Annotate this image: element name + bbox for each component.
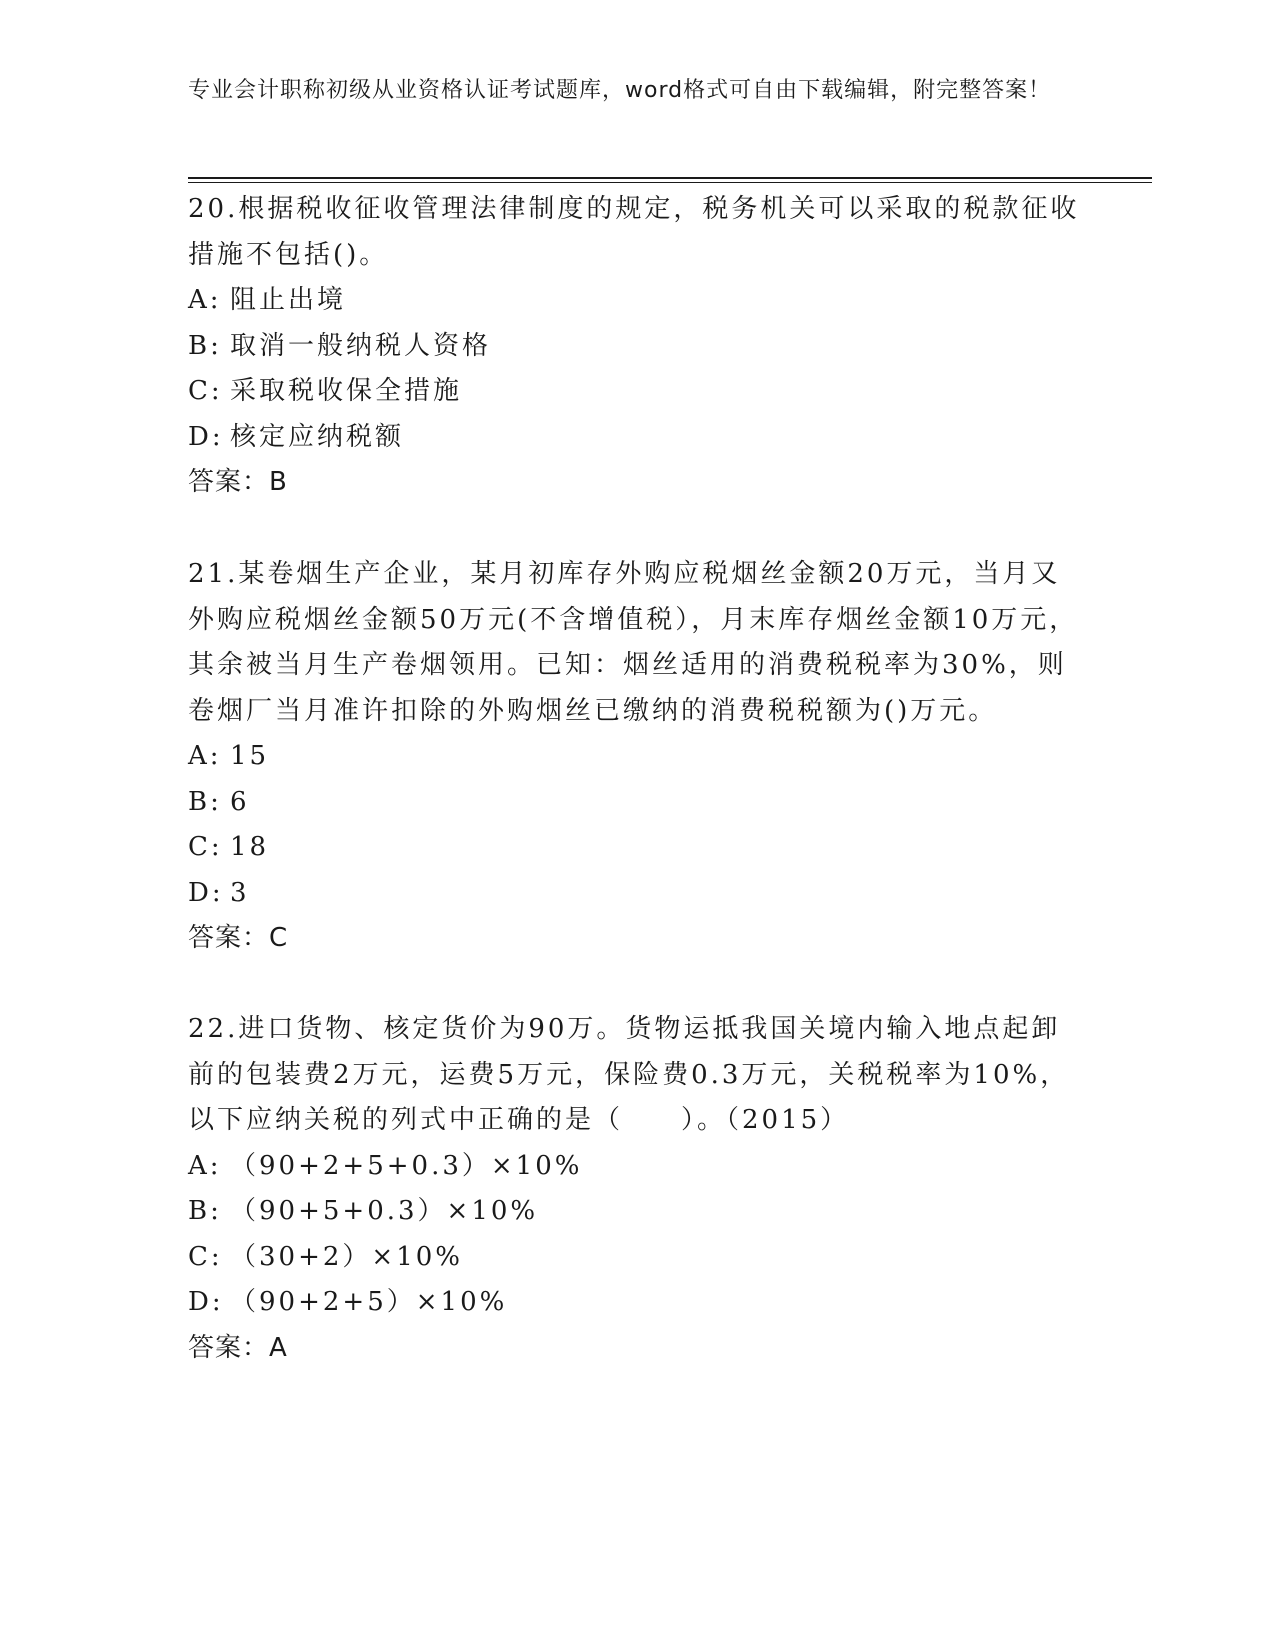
option-c	[188, 825, 1088, 871]
option-text: 阻止出境	[230, 285, 347, 315]
option-c	[188, 1235, 1088, 1281]
option-key: D:	[188, 877, 224, 908]
question-21	[188, 552, 1088, 962]
option-a	[188, 734, 1088, 780]
option-text: 核定应纳税额	[230, 421, 405, 452]
option-key: B:	[188, 786, 222, 817]
answer-label: 答案：C	[188, 923, 289, 953]
option-key: A:	[188, 741, 222, 771]
option-text: 3	[230, 877, 250, 908]
question-stem: 22.进口货物、核定货价为90万。货物运抵我国关境内输入地点起卸前的包装费2万元，运费5万元，保险费0.3万元，关税税率为10%，以下应纳关税的列式中正确的是（ ）。（2015）	[188, 1014, 1070, 1135]
header-divider-thick	[188, 177, 1152, 179]
option-a	[188, 1144, 1088, 1190]
option-text: （30+2）×10%	[230, 1241, 463, 1272]
option-d	[188, 1280, 1088, 1326]
option-key: C:	[188, 1241, 223, 1272]
option-key: C:	[188, 376, 223, 406]
question-20	[188, 187, 1088, 506]
option-text: （90+5+0.3）×10%	[230, 1196, 539, 1226]
option-key: D:	[188, 1287, 224, 1317]
option-d	[188, 871, 1088, 917]
option-text: 采取税收保全措施	[230, 376, 463, 406]
option-key: B:	[188, 330, 222, 361]
document-header: 专业会计职称初级从业资格认证考试题库，word格式可自由下载编辑，附完整答案！	[188, 78, 1052, 103]
option-d	[188, 415, 1088, 461]
option-b	[188, 1189, 1088, 1235]
option-key: A:	[188, 285, 222, 315]
option-text: 15	[230, 741, 270, 771]
option-key: D:	[188, 421, 224, 452]
option-key: B:	[188, 1196, 222, 1226]
question-stem: 20.根据税收征收管理法律制度的规定，税务机关可以采取的税款征收措施不包括()。	[188, 194, 1080, 270]
answer-label: 答案：B	[188, 467, 288, 497]
option-text: 18	[230, 832, 270, 862]
question-stem: 21.某卷烟生产企业，某月初库存外购应税烟丝金额20万元，当月又外购应税烟丝金额50万元(不含增值税），月末库存烟丝金额10万元，其余被当月生产卷烟领用。已知：烟丝适用的消费税税率为30%，则卷烟厂当月准许扣除的外购烟丝已缴纳的消费税税额为()万元。	[188, 559, 1079, 726]
answer-label: 答案：A	[188, 1332, 288, 1363]
option-b	[188, 324, 1088, 370]
option-text: （90+2+5）×10%	[230, 1287, 508, 1317]
option-text: 取消一般纳税人资格	[230, 330, 492, 361]
header-divider-thin	[188, 182, 1152, 183]
question-22	[188, 1007, 1088, 1371]
option-a	[188, 278, 1088, 324]
option-c	[188, 369, 1088, 415]
option-key: A:	[188, 1150, 222, 1181]
option-text: （90+2+5+0.3）×10%	[230, 1150, 583, 1181]
option-key: C:	[188, 832, 223, 862]
option-text: 6	[230, 786, 250, 817]
option-b	[188, 780, 1088, 826]
